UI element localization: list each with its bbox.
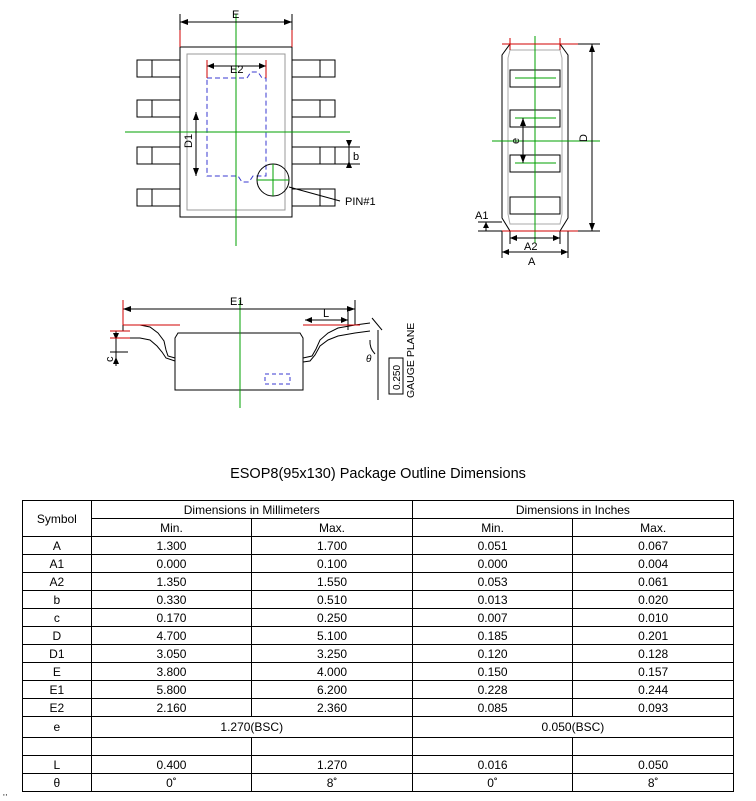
cell-in-max <box>573 738 734 756</box>
table-header-row <box>23 501 734 519</box>
cell-in-max: 8˚ <box>573 774 734 792</box>
label-E2: E2 <box>230 64 244 76</box>
table-row <box>23 756 734 774</box>
cell-symbol: E2 <box>23 699 92 717</box>
header-in-min: Min. <box>412 519 573 537</box>
page-footer-mark: ·· <box>2 789 8 801</box>
cell-symbol: L <box>23 756 92 774</box>
cell-in-max: 0.093 <box>573 699 734 717</box>
cell-symbol: A1 <box>23 555 92 573</box>
cell-mm-max: 4.000 <box>252 663 413 681</box>
cell-in-min: 0.185 <box>412 627 573 645</box>
table-row <box>23 699 734 717</box>
cell-mm-min: 1.300 <box>91 537 252 555</box>
cell-in-min: 0.053 <box>412 573 573 591</box>
cell-symbol: e <box>23 717 92 738</box>
table-row <box>23 573 734 591</box>
cell-symbol: b <box>23 591 92 609</box>
header-mm-min: Min. <box>91 519 252 537</box>
cell-in-min <box>412 738 573 756</box>
cell-in-max: 0.157 <box>573 663 734 681</box>
header-inches: Dimensions in Inches <box>412 501 733 519</box>
label-pin1: PIN#1 <box>345 196 376 208</box>
cell-in-min: 0˚ <box>412 774 573 792</box>
top-view-leads-left <box>137 60 180 206</box>
cell-in-min: 0.007 <box>412 609 573 627</box>
cell-mm-min: 3.050 <box>91 645 252 663</box>
cell-symbol: E1 <box>23 681 92 699</box>
cell-in-min: 0.016 <box>412 756 573 774</box>
table-row <box>23 681 734 699</box>
cell-in-max: 0.020 <box>573 591 734 609</box>
cell-in-min: 0.085 <box>412 699 573 717</box>
header-symbol: Symbol <box>23 501 92 537</box>
cell-in-min: 0.228 <box>412 681 573 699</box>
cell-in-span: 0.050(BSC) <box>412 717 733 738</box>
label-A1: A1 <box>475 210 489 222</box>
label-D: D <box>578 134 590 142</box>
top-view-leads-right <box>292 60 335 206</box>
cell-in-min: 0.000 <box>412 555 573 573</box>
label-L: L <box>323 308 330 320</box>
cell-in-min: 0.150 <box>412 663 573 681</box>
cell-mm-max: 6.200 <box>252 681 413 699</box>
cell-symbol: D <box>23 627 92 645</box>
table-row <box>23 663 734 681</box>
table-row <box>23 645 734 663</box>
cell-in-max: 0.004 <box>573 555 734 573</box>
cell-mm-min <box>91 738 252 756</box>
table-subheader-row <box>23 519 734 537</box>
cell-mm-min: 4.700 <box>91 627 252 645</box>
label-A: A <box>528 256 536 268</box>
cell-mm-max: 0.250 <box>252 609 413 627</box>
cell-mm-min: 3.800 <box>91 663 252 681</box>
cell-mm-max: 0.510 <box>252 591 413 609</box>
cell-mm-max: 2.360 <box>252 699 413 717</box>
cell-symbol <box>23 738 92 756</box>
cell-symbol: θ <box>23 774 92 792</box>
cell-mm-min: 0.400 <box>91 756 252 774</box>
header-mm-max: Max. <box>252 519 413 537</box>
page-title: ESOP8(95x130) Package Outline Dimensions <box>230 466 526 482</box>
table-row <box>23 774 734 792</box>
table-row <box>23 591 734 609</box>
cell-symbol: A <box>23 537 92 555</box>
table-row <box>23 627 734 645</box>
cell-mm-max: 1.700 <box>252 537 413 555</box>
label-gauge-plane: GAUGE PLANE <box>405 322 417 398</box>
label-A2: A2 <box>524 241 538 253</box>
label-b: b <box>353 151 360 163</box>
cell-symbol: E <box>23 663 92 681</box>
label-c: c <box>104 356 116 362</box>
label-e: e <box>510 137 522 144</box>
cell-mm-max: 1.550 <box>252 573 413 591</box>
header-in-max: Max. <box>573 519 734 537</box>
label-gauge-tol: 0.250 <box>392 364 403 390</box>
label-E: E <box>232 9 240 21</box>
front-view-body <box>123 323 370 390</box>
header-millimeters: Dimensions in Millimeters <box>91 501 412 519</box>
cell-in-max: 0.010 <box>573 609 734 627</box>
cell-mm-max: 1.270 <box>252 756 413 774</box>
cell-in-max: 0.128 <box>573 645 734 663</box>
cell-mm-max: 0.100 <box>252 555 413 573</box>
cell-symbol: A2 <box>23 573 92 591</box>
cell-mm-span: 1.270(BSC) <box>91 717 412 738</box>
dimensions-table <box>22 500 734 792</box>
table-row-span <box>23 717 734 738</box>
cell-in-max: 0.067 <box>573 537 734 555</box>
label-E1: E1 <box>230 296 244 308</box>
cell-mm-min: 0.170 <box>91 609 252 627</box>
cell-mm-min: 1.350 <box>91 573 252 591</box>
cell-in-max: 0.050 <box>573 756 734 774</box>
cell-in-min: 0.051 <box>412 537 573 555</box>
cell-mm-min: 0˚ <box>91 774 252 792</box>
cell-in-max: 0.244 <box>573 681 734 699</box>
table-row-blank <box>23 738 734 756</box>
cell-mm-max: 5.100 <box>252 627 413 645</box>
cell-symbol: D1 <box>23 645 92 663</box>
cell-mm-max <box>252 738 413 756</box>
label-theta: θ <box>366 354 372 365</box>
cell-in-max: 0.061 <box>573 573 734 591</box>
table-row <box>23 555 734 573</box>
cell-mm-min: 2.160 <box>91 699 252 717</box>
cell-in-min: 0.013 <box>412 591 573 609</box>
cell-mm-min: 0.000 <box>91 555 252 573</box>
label-D1: D1 <box>183 133 195 148</box>
cell-mm-min: 0.330 <box>91 591 252 609</box>
cell-mm-max: 3.250 <box>252 645 413 663</box>
table-row <box>23 537 734 555</box>
cell-in-min: 0.120 <box>412 645 573 663</box>
cell-symbol: c <box>23 609 92 627</box>
cell-in-max: 0.201 <box>573 627 734 645</box>
table-row <box>23 609 734 627</box>
cell-mm-min: 5.800 <box>91 681 252 699</box>
cell-mm-max: 8˚ <box>252 774 413 792</box>
